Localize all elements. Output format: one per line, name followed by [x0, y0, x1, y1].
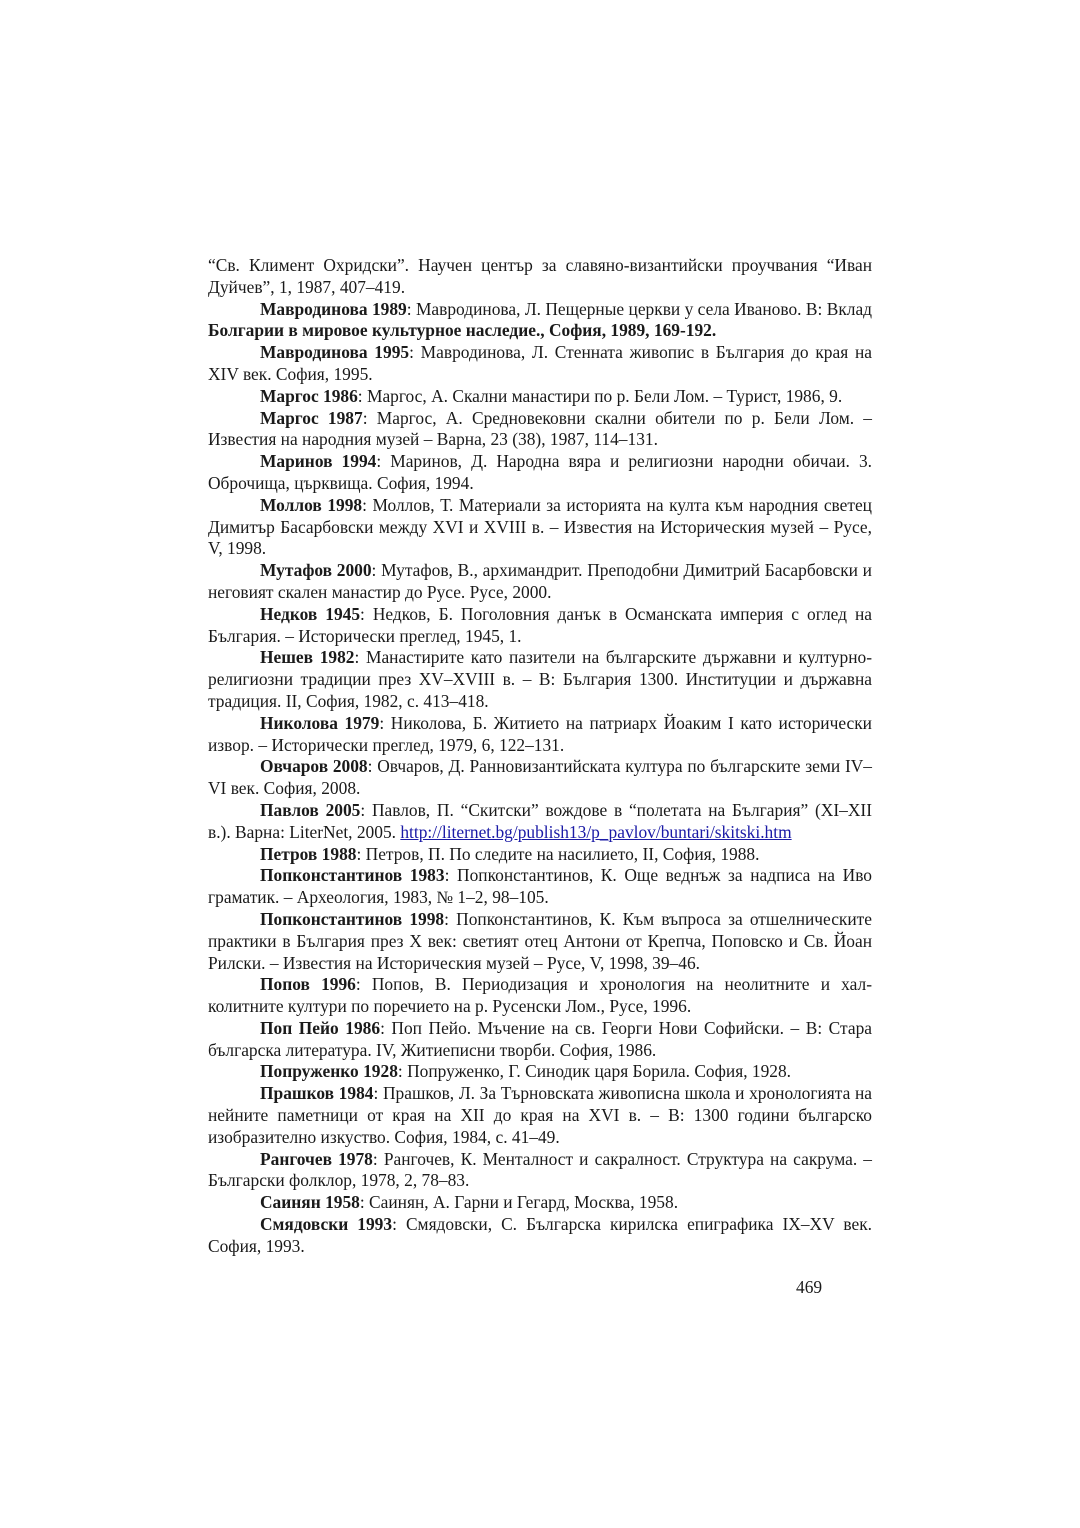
entry-key: Маргос 1986 — [260, 385, 358, 406]
entry-text: : Мавродинова, Л. Пещерные церкви у села Иваново. В: Вклад — [406, 298, 873, 319]
entry-key: Рангочев 1978 — [260, 1148, 373, 1169]
bibliography-entry — [208, 800, 872, 844]
entry-key: Попконстантинов 1998 — [260, 908, 445, 929]
entry-key: Попов 1996 — [260, 974, 356, 995]
entry-key: Мутафов 2000 — [260, 560, 372, 581]
entry-text: : Моллов, Т. Материали за историята на култа към народния светец Димитър Басарбовски между XVI и XVIII в. – Известия на Историческия музей – Русе, V, 1998. — [208, 494, 872, 559]
bibliography-entry — [208, 1083, 872, 1148]
bibliography-entry — [208, 1018, 872, 1062]
entry-key: Недков 1945 — [260, 603, 361, 624]
bibliography-entry — [208, 386, 872, 408]
entry-key: Попруженко 1928 — [260, 1061, 398, 1082]
entry-key: Николова 1979 — [260, 712, 380, 733]
entry-text: : Петров, П. По следите на насилието, II, София, 1988. — [356, 843, 760, 864]
entry-text: : Поп Пейо. Мъчение на св. Георги Нови Софийски. – В: Стара българска литература. IV, Житиеписни творби. София, 1986. — [208, 1017, 873, 1060]
bibliography-entry — [208, 299, 872, 343]
entry-text: : Маргос, А. Средновековни скални обители по р. Бели Лом. – Известия на народния музей – Варна, 23 (38), 1987, 114–131. — [208, 407, 873, 450]
entry-key: Маргос 1987 — [260, 407, 363, 428]
entry-key: Саинян 1958 — [260, 1192, 360, 1213]
entry-text: : Смядовски, С. Българска кирилска епиграфика IX–XV век. София, 1993. — [208, 1214, 872, 1256]
bibliography-entry — [208, 1061, 872, 1083]
bibliography-entry — [208, 1149, 872, 1193]
entry-text: : Попконстантинов, К. Още веднъж за надписа на Иво граматик. – Археология, 1983, № 1–2, 98–105. — [208, 865, 872, 908]
entry-text: : Попов, В. Периодизация и хронология на неолитните и халколитните култури по поречието на р. Русенски Лом., Русе, 1996. — [208, 974, 872, 1017]
bibliography-entries — [208, 299, 872, 1258]
entry-key: Моллов 1998 — [260, 494, 363, 515]
entry-key: Маринов 1994 — [260, 451, 377, 472]
entry-text: : Попруженко, Г. Синодик царя Борила. София, 1928. — [397, 1061, 792, 1082]
entry-key: Смядовски 1993 — [260, 1214, 393, 1235]
bibliography-entry — [208, 756, 872, 800]
entry-text: : Мавродинова, Л. Стенната живопис в България до края на XIV век. София, 1995. — [208, 342, 872, 384]
entry-key: Мавродинова 1989 — [260, 298, 407, 319]
entry-key: Петров 1988 — [260, 843, 357, 864]
entry-key: Поп Пейо 1986 — [260, 1017, 381, 1038]
entry-text: : Овчаров, Д. Ранновизантийската култура по българските земи IV–VI век. София, 2008. — [208, 756, 873, 799]
entry-key: Павлов 2005 — [260, 799, 361, 820]
entry-key: Мавродинова 1995 — [260, 342, 410, 363]
entry-bold-text: Болгарии в мировое культурное наследие., София, 1989, 169-192. — [208, 320, 717, 341]
entry-text: : Маргос, А. Скални манастири по р. Бели Лом. – Турист, 1986, 9. — [357, 385, 843, 406]
bibliography-list — [208, 255, 872, 1258]
bibliography-entry — [208, 408, 872, 452]
bibliography-entry — [208, 909, 872, 974]
bibliography-entry — [208, 342, 872, 386]
bibliography-entry — [208, 865, 872, 909]
bibliography-entry — [208, 974, 872, 1018]
entry-text: : Саинян, А. Гарни и Гегард, Москва, 1958. — [359, 1192, 679, 1213]
entry-text: : Маринов, Д. Народна вяра и религиозни народни обичаи. 3. Оброчища, църквища. София, 1994. — [208, 451, 872, 493]
entry-link[interactable]: http://liternet.bg/publish13/p_pavlov/buntari/skitski.htm — [400, 821, 792, 842]
bibliography-entry — [208, 844, 872, 866]
entry-key: Овчаров 2008 — [260, 756, 368, 777]
entry-key: Попконстантинов 1983 — [260, 865, 445, 886]
entry-text: : Прашков, Л. За Търновската живописна школа и хронологията на нейните паметници от края на XII до края на XVI в. – В: 1300 години българско изобразително изкуство. София, 1984, с. 41–49. — [208, 1083, 872, 1147]
entry-text: : Попконстантинов, К. Към въпроса за отшелническите практики в България през X век: светият отец Антони от Крепча, Поповско и Св. Йоан Рилски. – Известия на Историческия музей – Русе, V, 1998, 39–46. — [208, 908, 872, 973]
bibliography-entry — [208, 647, 872, 712]
entry-key: Нешев 1982 — [260, 647, 355, 668]
bibliography-entry — [208, 560, 872, 604]
entry-text: : Недков, Б. Поголовния данък в Османската империя с оглед на България. – Исторически преглед, 1945, 1. — [208, 603, 872, 646]
entry-text: : Рангочев, К. Менталност и сакралност. Структура на сакрума. – Български фолклор, 1978, 2, 78–83. — [208, 1148, 872, 1191]
page-number: 469 — [796, 1277, 823, 1297]
entry-text: : Манастирите като пазители на българските държавни и културно-религиозни традиции през XV–XVIII в. – В: България 1300. Институции и държавна традиция. II, София, 1982, с. 413–418. — [208, 647, 872, 711]
entry-text: : Павлов, П. “Скитски” вождове в “полетата на България” (XI–XII в.). Варна: LiterNet, 2005. — [208, 799, 872, 842]
bibliography-entry — [208, 604, 872, 648]
bibliography-entry — [208, 1214, 872, 1258]
bibliography-entry — [208, 495, 872, 560]
continuation-paragraph: “Св. Климент Охридски”. Научен център за славяно-византийски проучвания “Иван Дуйчев”, 1, 1987, 407–419. — [208, 255, 872, 297]
bibliography-entry — [208, 1192, 872, 1214]
entry-key: Прашков 1984 — [260, 1083, 374, 1104]
entry-text: : Мутафов, В., архимандрит. Преподобни Димитрий Басарбовски и неговият скален манастир до Русе. Русе, 2000. — [208, 560, 872, 602]
entry-text: : Николова, Б. Житието на патриарх Йоаким I като исторически извор. – Исторически преглед, 1979, 6, 122–131. — [208, 712, 872, 755]
bibliography-entry — [208, 451, 872, 495]
bibliography-entry — [208, 713, 872, 757]
